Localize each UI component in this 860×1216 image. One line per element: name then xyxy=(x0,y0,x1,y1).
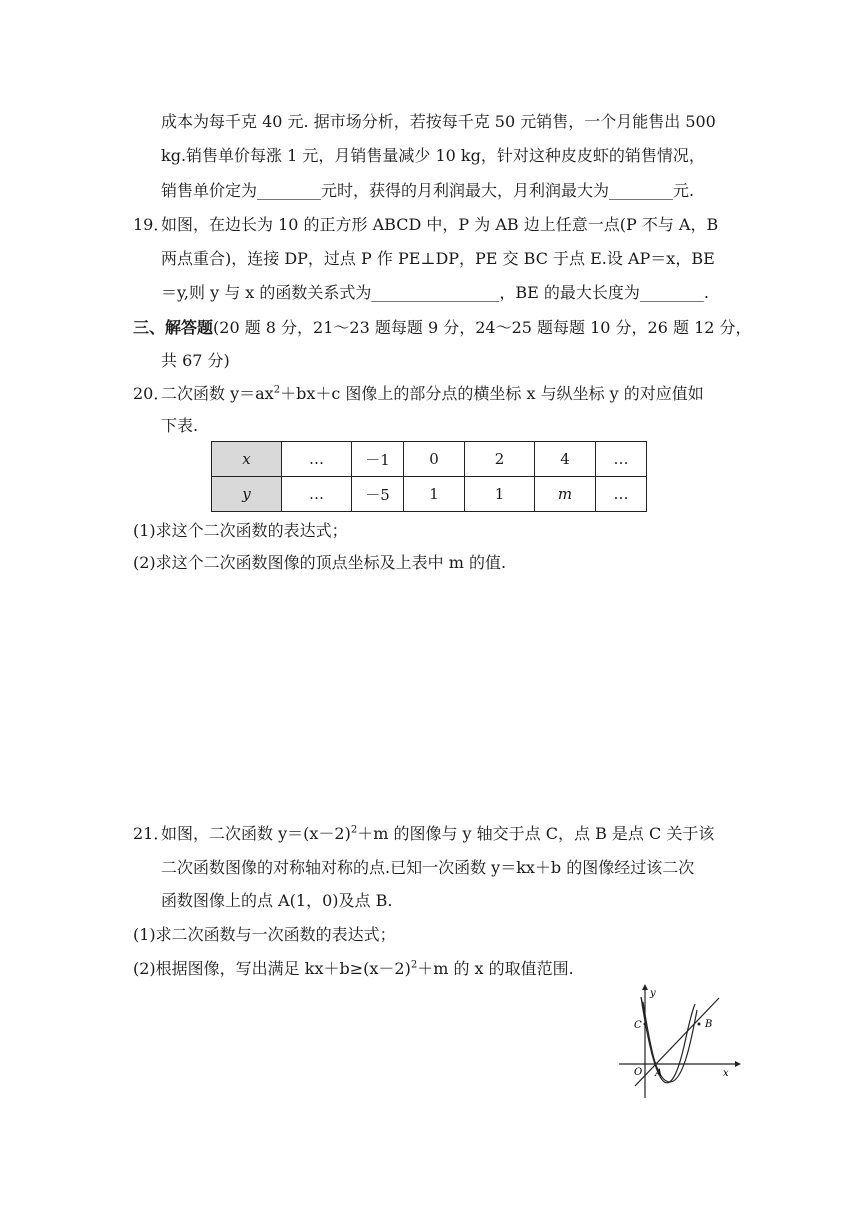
q21-line-1 xyxy=(161,822,714,846)
table-cell: … xyxy=(282,442,352,477)
value-table xyxy=(211,441,647,512)
q20-number: 20． xyxy=(133,384,170,403)
q20-text-a: 二次函数 y＝ax xyxy=(161,384,274,403)
q20-text-b: ＋bx＋c 图像上的部分点的横坐标 x 与纵坐标 y 的对应值如 xyxy=(280,384,704,403)
table-cell: … xyxy=(596,442,647,477)
linear-function-line xyxy=(635,998,719,1086)
q21-part-1: (1)求二次函数与一次函数的表达式； xyxy=(133,925,396,944)
q19-number: 19． xyxy=(133,215,170,234)
q20-line-2: 下表. xyxy=(161,416,199,435)
table-cell: x xyxy=(212,442,282,477)
q21-exponent: 2 xyxy=(350,824,358,836)
q20-line-1 xyxy=(161,382,704,406)
q21-number: 21． xyxy=(133,824,170,843)
table-cell: 0 xyxy=(404,442,465,477)
q18-line-2: kg.销售单价每涨 1 元，月销售量减少 10 kg，针对这种皮皮虾的销售情况， xyxy=(161,146,705,165)
x-axis-arrow xyxy=(735,1061,741,1067)
label-y: y xyxy=(650,988,656,999)
table-row-y xyxy=(212,477,647,512)
table-cell: 1 xyxy=(404,477,465,512)
point-c xyxy=(644,1023,647,1026)
q18-line-1: 成本为每千克 40 元. 据市场分析，若按每千克 50 元销售，一个月能售出 500 xyxy=(161,112,716,131)
table-cell: 2 xyxy=(465,442,535,477)
label-b: B xyxy=(705,1019,713,1030)
section3-note-line-2: 共 67 分) xyxy=(161,351,230,370)
q19-line-2: 两点重合)，连接 DP，过点 P 作 PE⊥DP，PE 交 BC 于点 E.设 AP＝x，BE xyxy=(161,249,715,268)
table-cell: －5 xyxy=(352,477,404,512)
table-row-x xyxy=(212,442,647,477)
q21-line-3: 函数图像上的点 A(1，0)及点 B. xyxy=(161,891,393,910)
label-x: x xyxy=(723,1068,729,1079)
table-cell: … xyxy=(596,477,647,512)
label-o: O xyxy=(634,1067,643,1078)
section3-note: (20 题 8 分，21～23 题每题 9 分，24～25 题每题 10 分，26 题 12 分， xyxy=(213,318,752,337)
q19-line-1: 如图，在边长为 10 的正方形 ABCD 中，P 为 AB 边上任意一点(P 不与 A，B xyxy=(161,215,719,234)
q19-line-3: ＝y,则 y 与 x 的函数关系式为________________，BE 的最大长度为________. xyxy=(161,283,710,302)
q21-part-2-exponent: 2 xyxy=(410,959,418,971)
table-cell: 4 xyxy=(535,442,596,477)
q21-line-2: 二次函数图像的对称轴对称的点.已知一次函数 y＝kx＋b 的图像经过该二次 xyxy=(161,858,695,877)
q20-part-1: (1)求这个二次函数的表达式； xyxy=(133,521,348,540)
y-axis-arrow xyxy=(642,984,648,990)
q21-text-a: 如图，二次函数 y＝(x－2) xyxy=(161,824,351,843)
q21-part-2-text-b: ＋m 的 x 的取值范围. xyxy=(417,959,574,978)
table-cell: －1 xyxy=(352,442,404,477)
table-cell: y xyxy=(212,477,282,512)
q18-line-3: 销售单价定为________元时，获得的月利润最大，月利润最大为________元. xyxy=(161,181,695,200)
table-cell: 1 xyxy=(465,477,535,512)
q20-part-2: (2)求这个二次函数图像的顶点坐标及上表中 m 的值. xyxy=(133,553,507,572)
section3-title: 三、解答题 xyxy=(133,318,214,337)
table-cell: m xyxy=(535,477,596,512)
q21-part-2-text-a: (2)根据图像，写出满足 kx＋b≥(x－2) xyxy=(133,959,411,978)
label-c: C xyxy=(634,1020,642,1031)
point-b xyxy=(698,1023,701,1026)
section3-header xyxy=(133,316,752,340)
q21-text-b: ＋m 的图像与 y 轴交于点 C，点 B 是点 C 关于该 xyxy=(357,824,715,843)
q21-figure xyxy=(615,982,741,1100)
q20-exponent: 2 xyxy=(273,384,281,396)
q21-part-2 xyxy=(133,957,574,981)
table-cell: … xyxy=(282,477,352,512)
label-a: A xyxy=(655,1068,663,1079)
